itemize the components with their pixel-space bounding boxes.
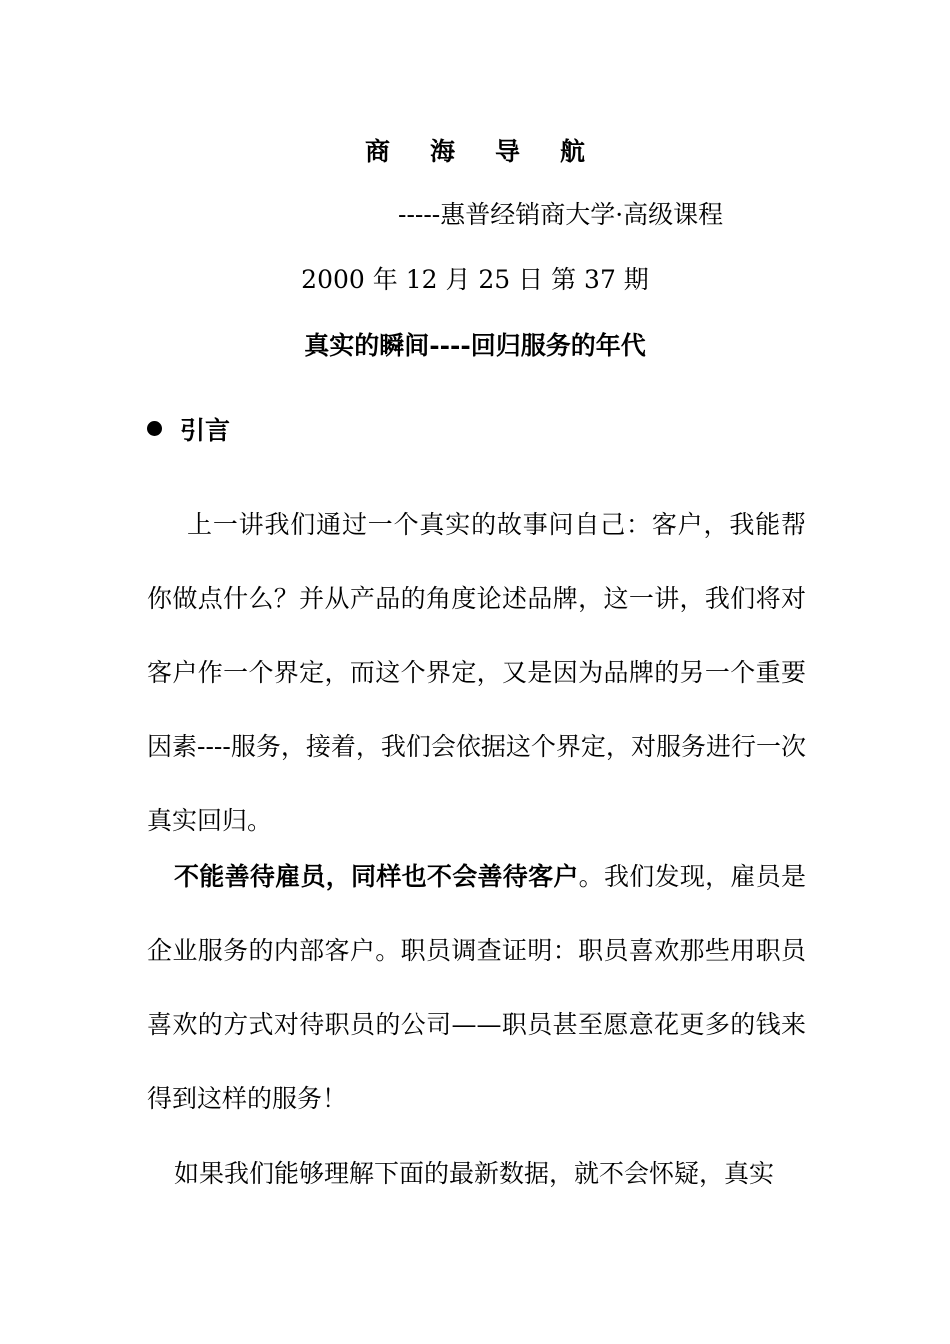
section-heading — [147, 414, 230, 448]
section-heading-label: 引言 — [180, 416, 231, 445]
employee-paragraph-lead: 不能善待雇员，同样也不会善待客户 — [174, 862, 579, 891]
article-title: 真实的瞬间----回归服务的年代 — [304, 331, 646, 360]
data-paragraph: 如果我们能够理解下面的最新数据，就不会怀疑，真实 — [174, 1159, 775, 1188]
employee-paragraph — [147, 840, 806, 1136]
bullet-icon — [147, 421, 162, 436]
employee-paragraph-body: 。我们发现，雇员是企业服务的内部客户。职员调查证明：职员喜欢那些用职员喜欢的方式对待职员的公司——职员甚至愿意花更多的钱来得到这样的服务！ — [147, 862, 806, 1113]
issue-date-line: 2000 年 12 月 25 日 第 37 期 — [301, 265, 649, 294]
intro-paragraph: 上一讲我们通过一个真实的故事问自己：客户，我能帮你做点什么？并从产品的角度论述品牌，这一讲，我们将对客户作一个界定，而这个界定，又是因为品牌的另一个重要因素----服务，接着，我们会依据这个界定，对服务进行一次真实回归。 — [147, 510, 806, 835]
masthead-title: 商海导航 — [364, 137, 625, 166]
masthead-subtitle: -----惠普经销商大学·高级课程 — [398, 200, 724, 229]
